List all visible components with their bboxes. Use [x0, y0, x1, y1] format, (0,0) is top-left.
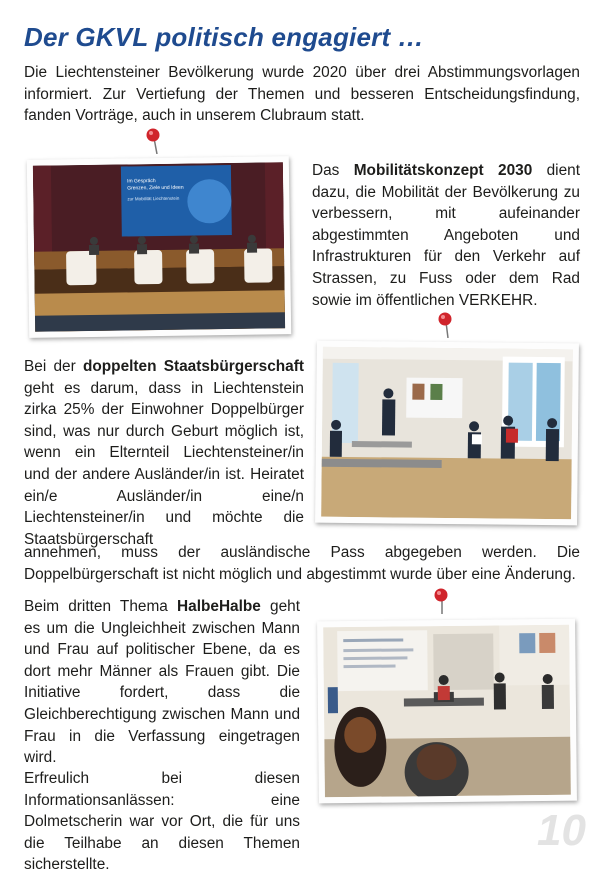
mobilitaet-keyword: Mobilitätskonzept 2030: [353, 162, 533, 179]
intro-paragraph: Die Liechtensteiner Bevölkerung wurde 2020 über drei Abstimmungsvorlagen informiert. Zur Vertiefung der Themen und besseren Entscheidungsfindung, fanden Vorträge, auch in unserem Clubraum statt.: [24, 64, 580, 125]
page-title: Der GKVL politisch engagiert …: [24, 22, 424, 52]
photo-presentation-halbehalbe: [317, 619, 577, 804]
photo-panel-discussion: [27, 156, 291, 338]
page-number: 10: [537, 806, 586, 855]
halbehalbe-paragraph: Beim dritten Thema HalbeHalbe geht es um die Ungleichheit zwischen Mann und Frau auf politischer Ebene, da es dort mehr Männer als Frauen gibt. Die Initiative fordert, dass die Gleichberechtigung zwischen Mann und Frau in die Verfassung eingetragen wird.: [24, 598, 301, 767]
halbehalbe-keyword: HalbeHalbe: [177, 598, 261, 615]
staatsbuergerschaft-paragraph: Bei der doppelten Staatsbürgerschaft geht es darum, dass in Liechtenstein zirka 25% der Einwohner Doppelbürger sind, was nur durch Geburt möglich ist, wenn ein Elternteil Liechtensteiner/in und der andere Ausländer/in ist. Heiratet ein/e Ausländer/in eine/n Liechtensteiner/in und möchte die Staatsbürgerschaft: [24, 358, 304, 548]
erfreulich-paragraph: Erfreulich bei diesen Informationsanlässen: eine Dolmetscherin war vor Ort, die für uns die Teilhabe an diesen Themen sicherstellte.: [24, 770, 300, 874]
slide-line-3: zur Mobilität Liechtenstein: [127, 195, 180, 202]
slide-line-1: Im Gespräch: [127, 178, 156, 185]
red-pushpin-icon: [438, 312, 454, 338]
photo-classroom-meeting: [315, 341, 579, 526]
mobilitaet-paragraph: Das Mobilitätskonzept 2030 dient dazu, die Mobilität der Bevölkerung zu verbessern, mit aufeinander abgestimmten Angeboten und Infrastrukturen für den Verkehr auf Strassen, zu Fuss oder dem Rad sowie im öffentlichen VERKEHR.: [312, 162, 580, 309]
red-pushpin-icon: [434, 588, 450, 614]
red-pushpin-icon: [146, 128, 162, 154]
staatsbuergerschaft-paragraph-continued: annehmen, muss der ausländische Pass abgegeben werden. Die Doppelbürgerschaft ist nicht möglich und abgestimmt wurde über eine Änderung.: [24, 544, 580, 583]
slide-line-2: Grenzen, Ziele und Ideen: [127, 184, 184, 192]
staatsbuergerschaft-keyword: doppelten Staatsbürgerschaft: [82, 358, 304, 375]
